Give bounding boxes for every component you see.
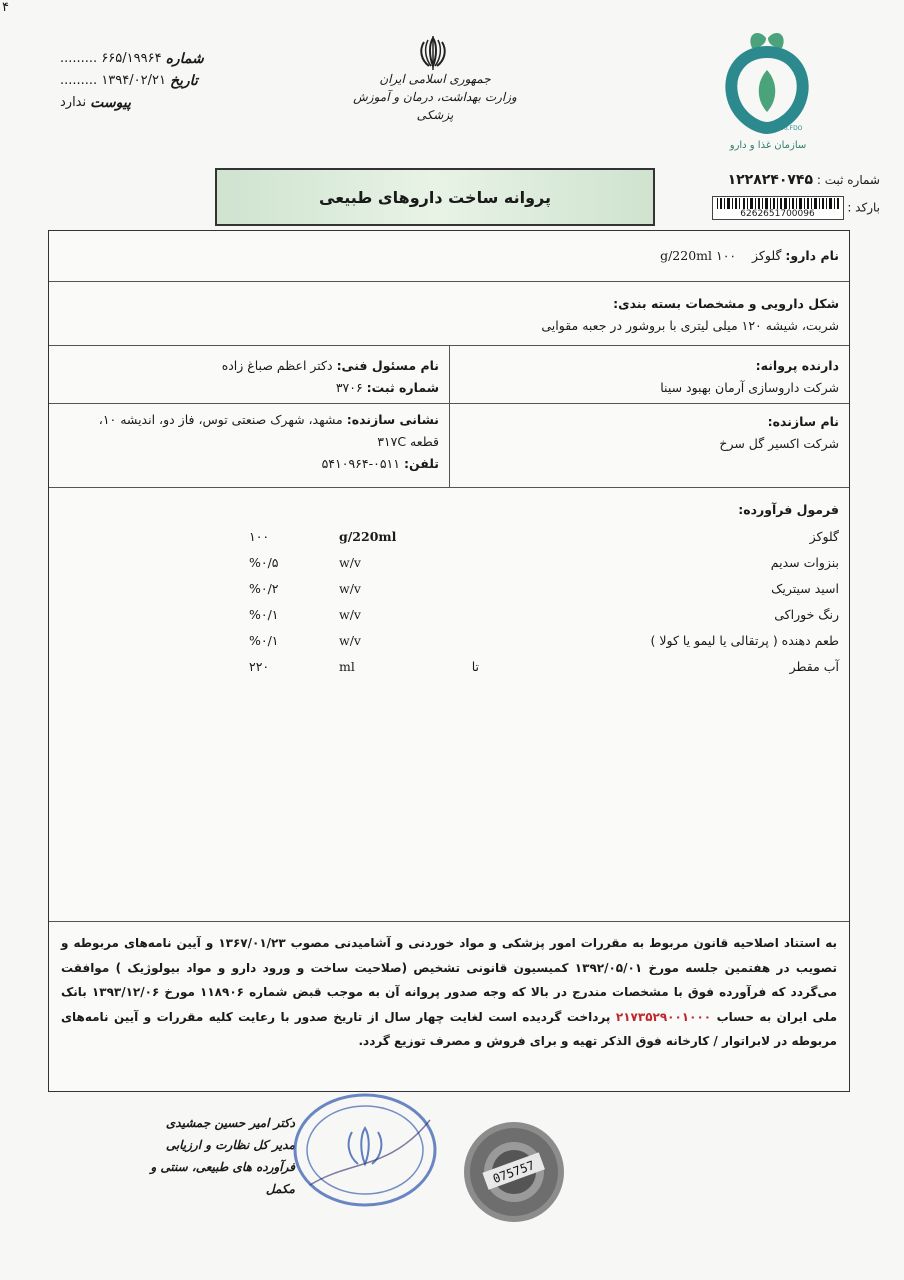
formula-row xyxy=(49,577,849,601)
ministry-text: وزارت بهداشت، درمان و آموزش پزشکی xyxy=(353,90,517,122)
formula-row xyxy=(49,603,849,627)
date-row xyxy=(60,70,230,92)
attachment-row xyxy=(60,92,230,114)
formula-row xyxy=(49,525,849,549)
date-label: تاریخ xyxy=(169,73,198,89)
page-corner-mark: ۴ xyxy=(2,0,9,15)
technical-manager-cell xyxy=(57,355,439,399)
address-value: مشهد، شهرک صنعتی توس، فاز دو، اندیشه ۱۰، xyxy=(98,412,343,427)
formula-row xyxy=(49,655,849,679)
dosage-label: شکل دارویی و مشخصات بسته بندی: xyxy=(613,296,839,311)
ministry-heading xyxy=(345,70,525,124)
ingredient-name: اسید سیتریک xyxy=(771,581,839,596)
signatory-title-1: مدیر کل نظارت و ارزیابی xyxy=(165,1138,295,1152)
ingredient-value: ۲۲۰ xyxy=(249,659,270,674)
barcode-row xyxy=(700,196,880,220)
drug-amount: g/220ml ۱۰۰ xyxy=(660,248,737,263)
signatory-title-2: فرآورده های طبیعی، سنتی و مکمل xyxy=(150,1160,295,1196)
number-label: شماره xyxy=(165,51,204,67)
address-cell xyxy=(57,409,439,475)
ingredient-unit: w/v xyxy=(339,607,361,622)
ingredient-unit: ml xyxy=(339,659,355,674)
tech-manager-label: نام مسئول فنی: xyxy=(336,358,439,373)
seal-number: 075757 xyxy=(490,1158,537,1187)
divider xyxy=(49,487,849,488)
ingredient-value: %۰/۵ xyxy=(249,555,279,570)
holder-cell xyxy=(459,355,839,399)
holder-label: دارنده پروانه: xyxy=(755,358,839,373)
date-value: ۱۳۹۴/۰۲/۲۱ ......... xyxy=(60,73,166,88)
holder-value: شرکت داروسازی آرمان بهبود سینا xyxy=(660,380,839,395)
barcode-number: 6262651700096 xyxy=(717,209,839,219)
maker-cell xyxy=(459,411,839,455)
registration-label: شماره ثبت : xyxy=(816,173,880,187)
divider xyxy=(449,345,450,487)
formula-row xyxy=(49,629,849,653)
letter-meta xyxy=(60,48,230,114)
attachment-label: پیوست xyxy=(90,95,131,111)
document-title-box xyxy=(215,168,655,226)
barcode-label: بارکد : xyxy=(847,200,880,215)
approval-text-1: به استناد اصلاحیه قانون مربوط به مقررات امور پزشکی و مواد خوردنی و آشامیدنی مصوب ۱۳۶۷/۰۱/۲۳ و آیین نامه‌های مربوطه و تصویب در هفتمین جلسه مورخ ۱۳۹۲/۰۵/۰۱ کمیسیون قانونی تشخیص (صلاحیت ساخت و ورود دارو و مواد بیولوژیک ) موافقت می‌گردد که فرآورده فوق با مشخصات مندرج در بالا که وجه صدور پروانه آن به موجب قبض شماره ۱۱۸۹۰۶ مورخ ۱۳۹۳/۱۲/۰۶ بانک ملی ایران به حساب xyxy=(61,936,837,1024)
embossed-seal-icon xyxy=(462,1120,566,1228)
divider xyxy=(449,403,849,404)
tech-reg-value: ۳۷۰۶ xyxy=(335,380,363,395)
drug-name-value: گلوکز xyxy=(752,248,782,263)
number-value: ۶۶۵/۱۹۹۶۴ ......... xyxy=(60,51,162,66)
ingredient-value: %۰/۱ xyxy=(249,633,279,648)
attachment-value: ندارد xyxy=(60,95,87,110)
ingredient-unit: w/v xyxy=(339,581,361,596)
address-label: نشانی سازنده: xyxy=(346,412,439,427)
divider xyxy=(49,403,449,404)
approval-text-2: پرداخت گردیده است لغایت چهار سال از تاریخ صدور با رعایت کلیه مقررات و آیین نامه‌های مربوطه در لابراتوار / کارخانه فوق الذکر تهیه و برای فروش و مصرف توزیع گردد. xyxy=(61,1009,837,1048)
tech-reg-label: شماره ثبت: xyxy=(366,380,439,395)
signatory-name: دکتر امیر حسین جمشیدی xyxy=(165,1116,295,1130)
dosage-row xyxy=(59,293,839,337)
document-title: پروانه ساخت داروهای طبیعی xyxy=(319,187,551,207)
barcode xyxy=(712,196,844,220)
ingredient-name: گلوکز xyxy=(809,529,839,544)
signature-block xyxy=(120,1112,295,1200)
formula-label: فرمول فرآورده: xyxy=(738,502,839,517)
ingredient-name: بنزوات سدیم xyxy=(770,555,839,570)
maker-label: نام سازنده: xyxy=(767,414,839,429)
fda-logo-icon xyxy=(722,30,812,144)
phone-value: ۰۵۱۱-۵۴۱۰۹۶۴ xyxy=(321,456,400,471)
registration-row xyxy=(700,172,880,188)
account-number: ۲۱۷۳۵۲۹۰۰۱۰۰۰ xyxy=(615,1009,712,1024)
ingredient-unit: g/220ml xyxy=(339,529,397,544)
drug-name-label: نام دارو: xyxy=(785,248,839,263)
org-small-text: IRI.FDO xyxy=(780,125,803,132)
number-row xyxy=(60,48,230,70)
formula-row xyxy=(49,551,849,575)
republic-text: جمهوری اسلامی ایران xyxy=(379,72,491,86)
registration-value: ۱۲۲۸۲۴۰۷۴۵ xyxy=(727,172,814,188)
ingredient-name: رنگ خوراکی xyxy=(774,607,839,622)
ingredient-value: ۱۰۰ xyxy=(249,529,270,544)
maker-value: شرکت اکسیر گل سرخ xyxy=(719,436,839,451)
divider xyxy=(49,281,849,282)
ingredient-unit: w/v xyxy=(339,555,361,570)
ingredient-upto: تا xyxy=(471,659,479,674)
ingredient-name: طعم دهنده ( پرتقالی یا لیمو یا کولا ) xyxy=(650,633,839,648)
ingredient-value: %۰/۲ xyxy=(249,581,279,596)
divider xyxy=(49,921,849,922)
tech-manager-value: دکتر اعظم صباغ زاده xyxy=(221,358,333,373)
ingredient-unit: w/v xyxy=(339,633,361,648)
license-form xyxy=(48,230,850,1092)
phone-label: تلفن: xyxy=(403,456,439,471)
iran-emblem-icon xyxy=(415,36,451,74)
org-name: سازمان غذا و دارو xyxy=(729,140,807,151)
formula-heading xyxy=(59,499,839,521)
ingredient-name: آب مقطر xyxy=(789,659,839,674)
official-stamp-icon xyxy=(290,1090,440,1214)
drug-name-row xyxy=(59,245,839,267)
ingredient-value: %۰/۱ xyxy=(249,607,279,622)
address-value-2: قطعه ۳۱۷C xyxy=(377,434,439,449)
approval-paragraph xyxy=(61,931,837,1054)
dosage-value: شربت، شیشه ۱۲۰ میلی لیتری با بروشور در جعبه مقوایی xyxy=(541,318,839,333)
